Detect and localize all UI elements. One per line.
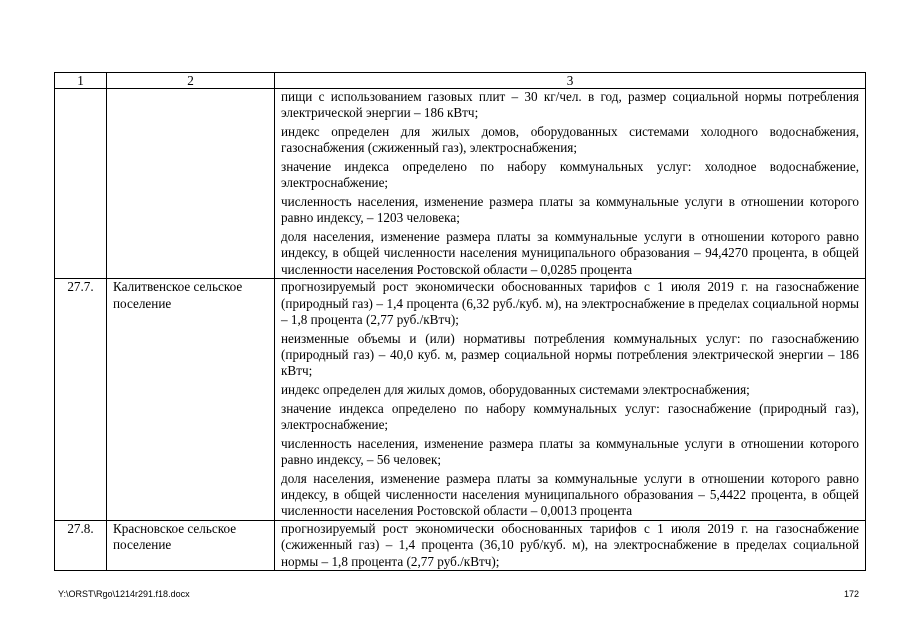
table-header-row (55, 73, 866, 89)
column-header-2: 2 (107, 73, 275, 89)
row-number: 27.8. (55, 520, 107, 570)
description-paragraph: прогнозируемый рост экономически обоснованных тарифов с 1 июля 2019 г. на газоснабжение (природный газ) – 1,4 процента (6,32 руб./куб. м), на электроснабжение в пределах социальной нормы – 1,8 процента (2,77 руб./кВтч); (281, 279, 859, 328)
column-header-3: 3 (275, 73, 866, 89)
tariff-index-table (54, 72, 866, 571)
description-paragraph: численность населения, изменение размера платы за коммунальные услуги в отношении которого равно индексу, – 56 человек; (281, 435, 859, 468)
description-paragraph: доля населения, изменение размера платы за коммунальные услуги в отношении которого равно индексу, в общей численности населения муниципального образования – 94,4270 процента, в общей численности населения Ростовской области – 0,0285 процента (281, 229, 859, 277)
table-row (55, 89, 866, 279)
row-description (275, 279, 866, 521)
settlement-name: Красновское сельское поселение (107, 520, 275, 570)
footer-file-path: Y:\ORST\Rgo\1214r291.f18.docx (58, 589, 190, 599)
description-paragraph: численность населения, изменение размера платы за коммунальные услуги в отношении которого равно индексу, – 1203 человека; (281, 194, 859, 226)
description-paragraph: индекс определен для жилых домов, оборудованных системами электроснабжения; (281, 382, 750, 398)
description-paragraph: доля населения, изменение размера платы за коммунальные услуги в отношении которого равно индексу, в общей численности населения муниципального образования – 5,4422 процента, в общей численности населения Ростовской области – 0,0013 процента (281, 470, 859, 519)
settlement-name (107, 89, 275, 279)
description-paragraph: значение индекса определено по набору коммунальных услуг: холодное водоснабжение, электроснабжение; (281, 159, 859, 191)
table-row (55, 520, 866, 570)
description-paragraph: пищи с использованием газовых плит – 30 кг/чел. в год, размер социальной нормы потребления электрической энергии – 186 кВтч; (281, 89, 859, 121)
description-paragraph: прогнозируемый рост экономически обоснованных тарифов с 1 июля 2019 г. на газоснабжение (сжиженный газ) – 1,4 процента (36,10 руб/куб. м), на электроснабжение в пределах социальной нормы – 1,8 процента (2,77 руб./кВтч); (281, 520, 859, 569)
settlement-name: Калитвенское сельское поселение (107, 279, 275, 521)
table-row (55, 279, 866, 521)
row-description (275, 520, 866, 570)
row-number: 27.7. (55, 279, 107, 521)
description-paragraph: значение индекса определено по набору коммунальных услуг: газоснабжение (природный газ), электроснабжение; (281, 400, 859, 433)
row-number (55, 89, 107, 279)
description-paragraph: индекс определен для жилых домов, оборудованных системами холодного водоснабжения, газоснабжения (сжиженный газ), электроснабжения; (281, 124, 859, 156)
column-header-1: 1 (55, 73, 107, 89)
description-paragraph: неизменные объемы и (или) нормативы потребления коммунальных услуг: по газоснабжению (природный газ) – 40,0 куб. м, размер социальной нормы потребления электрической энергии – 186 кВтч; (281, 330, 859, 379)
row-description (275, 89, 866, 279)
footer-page-number: 172 (843, 589, 859, 599)
